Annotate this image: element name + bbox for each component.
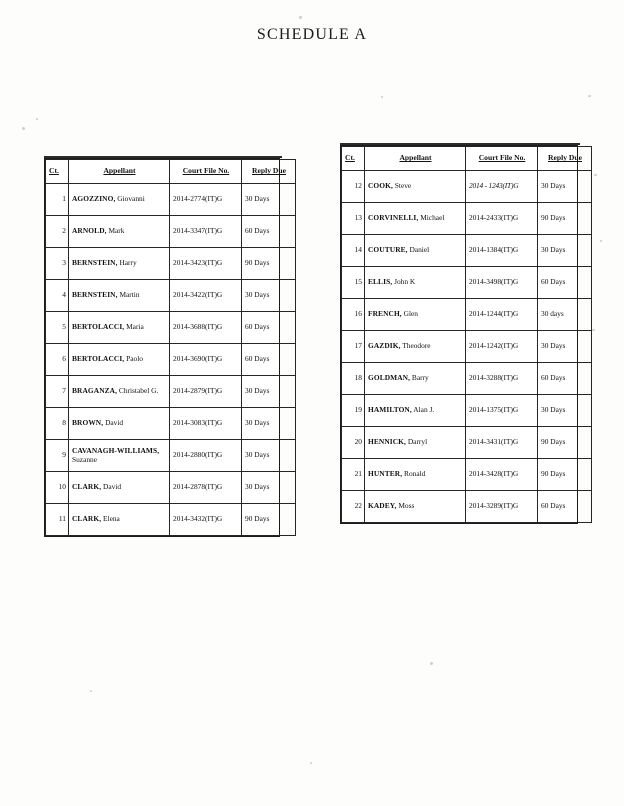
cell-reply-due: 60 Days <box>538 267 592 299</box>
scan-speck <box>594 174 597 176</box>
header-ct: Ct. <box>342 147 365 171</box>
cell-reply-due: 30 Days <box>242 472 296 504</box>
appellant-given: Harry <box>119 258 137 268</box>
cell-ct: 5 <box>46 312 69 344</box>
table-row <box>342 299 592 331</box>
header-appellant: Appellant <box>69 160 170 184</box>
table-body <box>342 171 592 523</box>
appellant-surname: BERTOLACCI, <box>72 354 125 364</box>
cell-reply-due: 60 Days <box>242 216 296 248</box>
table-row <box>46 312 296 344</box>
cell-appellant <box>69 440 170 472</box>
appellant-surname: CORVINELLI, <box>368 213 419 223</box>
cell-court-file: 2014-3688(IT)G <box>170 312 242 344</box>
appellant-surname: BERTOLACCI, <box>72 322 125 332</box>
scan-speck <box>381 96 383 98</box>
appellant-surname: BERNSTEIN, <box>72 290 118 300</box>
cell-ct: 12 <box>342 171 365 203</box>
cell-reply-due: 90 Days <box>242 504 296 536</box>
appellant-surname: CLARK, <box>72 514 102 524</box>
cell-ct: 18 <box>342 363 365 395</box>
appellant-surname: HUNTER, <box>368 469 403 479</box>
table-row <box>342 395 592 427</box>
cell-reply-due: 30 Days <box>538 235 592 267</box>
cell-court-file: 2014-3423(IT)G <box>170 248 242 280</box>
cell-court-file: 2014-3083(IT)G <box>170 408 242 440</box>
cell-ct: 9 <box>46 440 69 472</box>
appellant-given: Michael <box>420 213 445 223</box>
appellant-surname: GAZDIK, <box>368 341 401 351</box>
cell-court-file: 2014-1244(IT)G <box>466 299 538 331</box>
appellant-given: Mark <box>108 226 125 236</box>
appellant-given: Barry <box>411 373 429 383</box>
appellant-given: Elena <box>103 514 120 524</box>
scan-speck <box>299 16 302 19</box>
scan-speck <box>588 95 591 97</box>
table-row <box>46 376 296 408</box>
appellant-surname: CLARK, <box>72 482 102 492</box>
appellant-given: Glen <box>403 309 418 319</box>
table-row <box>342 267 592 299</box>
table-header-row <box>342 147 592 171</box>
table-row <box>46 248 296 280</box>
cell-ct: 21 <box>342 459 365 491</box>
cell-ct: 11 <box>46 504 69 536</box>
cell-court-file: 2014-2774(IT)G <box>170 184 242 216</box>
cell-court-file: 2014-3428(IT)G <box>466 459 538 491</box>
header-court-file: Court File No. <box>170 160 242 184</box>
scan-speck <box>90 690 92 692</box>
cell-court-file: 2014-1375(IT)G <box>466 395 538 427</box>
cell-ct: 20 <box>342 427 365 459</box>
appellant-given: David <box>105 418 124 428</box>
cell-court-file: 2014-3431(IT)G <box>466 427 538 459</box>
table-header-row <box>46 160 296 184</box>
appellant-surname: BROWN, <box>72 418 104 428</box>
cell-court-file: 2014-3289(IT)G <box>466 491 538 523</box>
cell-appellant <box>69 344 170 376</box>
appellant-surname: HENNICK, <box>368 437 406 447</box>
cell-reply-due: 30 Days <box>242 440 296 472</box>
cell-ct: 19 <box>342 395 365 427</box>
appellant-surname: ELLIS, <box>368 277 393 287</box>
cell-ct: 3 <box>46 248 69 280</box>
cell-court-file: 2014-2879(IT)G <box>170 376 242 408</box>
cell-appellant <box>365 331 466 363</box>
appellant-surname: FRENCH, <box>368 309 402 319</box>
appellant-surname: COUTURE, <box>368 245 408 255</box>
cell-ct: 7 <box>46 376 69 408</box>
cell-court-file: 2014-3288(IT)G <box>466 363 538 395</box>
appellant-surname: HAMILTON, <box>368 405 412 415</box>
table-row <box>342 459 592 491</box>
cell-reply-due: 90 Days <box>538 459 592 491</box>
table-row <box>46 408 296 440</box>
appellant-given: Maria <box>126 322 144 332</box>
cell-appellant <box>69 376 170 408</box>
appellant-given: Martin <box>119 290 140 300</box>
cell-appellant <box>365 459 466 491</box>
header-court-file: Court File No. <box>466 147 538 171</box>
page-title: SCHEDULE A <box>256 26 368 43</box>
appellant-surname: GOLDMAN, <box>368 373 411 383</box>
table-body <box>46 184 296 536</box>
appellant-surname: AGOZZINO, <box>72 194 116 204</box>
scan-speck <box>36 118 38 120</box>
cell-appellant <box>69 408 170 440</box>
cell-appellant <box>69 280 170 312</box>
table-row <box>342 171 592 203</box>
cell-appellant <box>69 504 170 536</box>
appellant-given: Ronald <box>404 469 426 479</box>
table-row <box>46 216 296 248</box>
table-row <box>342 203 592 235</box>
appellant-given: Suzanne <box>72 454 98 464</box>
cell-appellant <box>365 235 466 267</box>
cell-court-file: 2014-1384(IT)G <box>466 235 538 267</box>
appellant-given: Alan J. <box>413 405 435 415</box>
table-row <box>342 427 592 459</box>
appellant-given: Paolo <box>126 354 143 364</box>
cell-reply-due: 30 Days <box>242 280 296 312</box>
cell-reply-due: 60 Days <box>538 363 592 395</box>
table-header <box>46 160 296 184</box>
cell-reply-due: 60 Days <box>242 312 296 344</box>
cell-court-file: 2014-3347(IT)G <box>170 216 242 248</box>
cell-appellant <box>365 395 466 427</box>
table-row <box>46 344 296 376</box>
appellant-given: Theodore <box>402 341 431 351</box>
cell-court-file: 2014 - 1243(IT)G <box>466 171 538 203</box>
schedule-table-left <box>44 158 286 537</box>
cell-appellant <box>365 427 466 459</box>
header-appellant: Appellant <box>365 147 466 171</box>
appellant-table <box>341 146 592 523</box>
cell-reply-due: 30 Days <box>242 376 296 408</box>
cell-appellant <box>69 312 170 344</box>
appellant-surname: KADEY, <box>368 501 397 511</box>
cell-court-file: 2014-1242(IT)G <box>466 331 538 363</box>
scan-speck <box>430 662 433 665</box>
cell-court-file: 2014-3690(IT)G <box>170 344 242 376</box>
cell-ct: 8 <box>46 408 69 440</box>
cell-court-file: 2014-2433(IT)G <box>466 203 538 235</box>
cell-ct: 15 <box>342 267 365 299</box>
scan-speck <box>22 127 25 130</box>
cell-court-file: 2014-3432(IT)G <box>170 504 242 536</box>
appellant-given: Giovanni <box>117 194 145 204</box>
cell-reply-due: 90 Days <box>538 203 592 235</box>
table-row <box>342 491 592 523</box>
appellant-given: Christabel G. <box>118 386 159 396</box>
scan-speck <box>600 240 602 242</box>
cell-reply-due: 30 Days <box>538 171 592 203</box>
cell-appellant <box>365 299 466 331</box>
header-reply-due: Reply Due <box>538 147 592 171</box>
appellant-given: John K <box>394 277 416 287</box>
table-row <box>46 440 296 472</box>
appellant-surname: ARNOLD, <box>72 226 107 236</box>
appellant-surname: BERNSTEIN, <box>72 258 118 268</box>
cell-reply-due: 30 Days <box>538 331 592 363</box>
appellant-surname: BRAGANZA, <box>72 386 118 396</box>
table-row <box>342 331 592 363</box>
schedule-table-right <box>340 145 582 524</box>
table-row <box>46 504 296 536</box>
scan-speck <box>592 329 595 331</box>
cell-ct: 2 <box>46 216 69 248</box>
appellant-given: David <box>103 482 122 492</box>
cell-appellant <box>365 203 466 235</box>
cell-ct: 13 <box>342 203 365 235</box>
cell-appellant <box>365 171 466 203</box>
table-row <box>342 363 592 395</box>
cell-ct: 22 <box>342 491 365 523</box>
cell-reply-due: 60 Days <box>538 491 592 523</box>
cell-ct: 17 <box>342 331 365 363</box>
appellant-given: Darryl <box>407 437 428 447</box>
header-reply-due: Reply Due <box>242 160 296 184</box>
cell-court-file: 2014-3422(IT)G <box>170 280 242 312</box>
table-header <box>342 147 592 171</box>
cell-appellant <box>69 472 170 504</box>
cell-ct: 14 <box>342 235 365 267</box>
appellant-given: Moss <box>398 501 415 511</box>
cell-ct: 6 <box>46 344 69 376</box>
cell-ct: 10 <box>46 472 69 504</box>
cell-appellant <box>365 363 466 395</box>
cell-reply-due: 30 days <box>538 299 592 331</box>
cell-reply-due: 30 Days <box>538 395 592 427</box>
cell-appellant <box>365 491 466 523</box>
header-ct: Ct. <box>46 160 69 184</box>
appellant-given: Steve <box>394 181 412 191</box>
appellant-surname: CAVANAGH-WILLIAMS, <box>72 445 160 455</box>
cell-court-file: 2014-2880(IT)G <box>170 440 242 472</box>
cell-appellant <box>69 248 170 280</box>
cell-court-file: 2014-2878(IT)G <box>170 472 242 504</box>
scan-speck <box>310 762 312 764</box>
table-row <box>342 235 592 267</box>
table-row <box>46 472 296 504</box>
cell-reply-due: 90 Days <box>538 427 592 459</box>
cell-ct: 16 <box>342 299 365 331</box>
appellant-given: Daniel <box>409 245 430 255</box>
appellant-table <box>45 159 296 536</box>
cell-appellant <box>69 184 170 216</box>
cell-reply-due: 60 Days <box>242 344 296 376</box>
cell-ct: 4 <box>46 280 69 312</box>
appellant-surname: COOK, <box>368 181 393 191</box>
table-row <box>46 184 296 216</box>
cell-appellant <box>69 216 170 248</box>
cell-reply-due: 90 Days <box>242 248 296 280</box>
cell-reply-due: 30 Days <box>242 184 296 216</box>
cell-court-file: 2014-3498(IT)G <box>466 267 538 299</box>
cell-appellant <box>365 267 466 299</box>
table-row <box>46 280 296 312</box>
cell-reply-due: 30 Days <box>242 408 296 440</box>
cell-ct: 1 <box>46 184 69 216</box>
